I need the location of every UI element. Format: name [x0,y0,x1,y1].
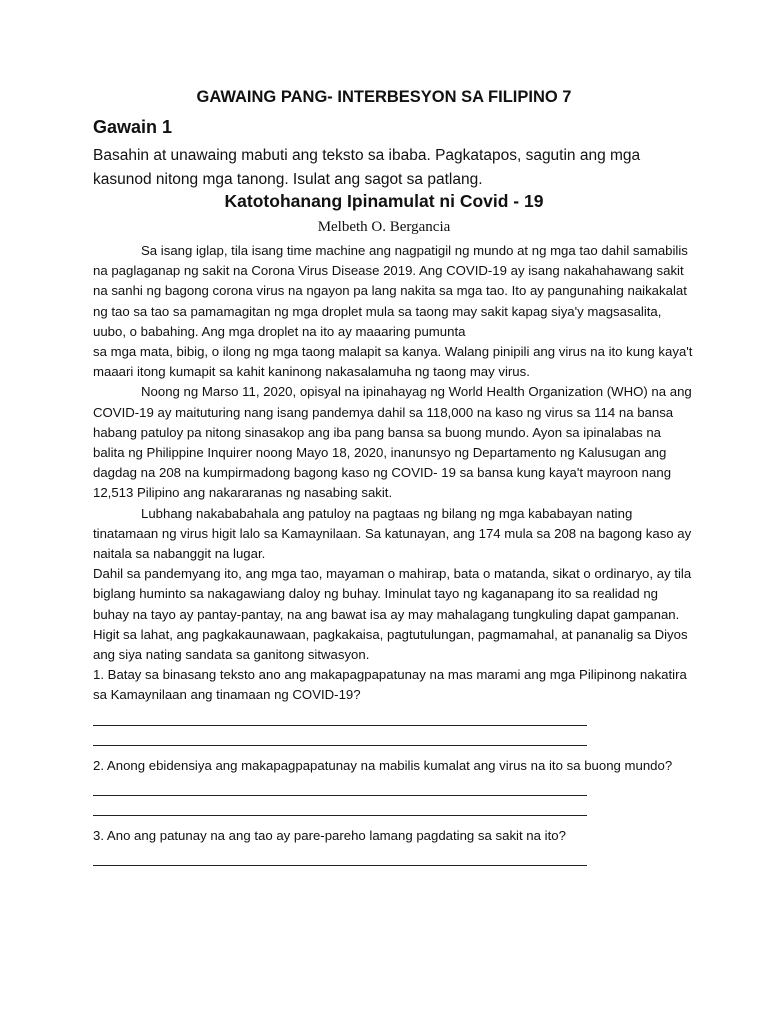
question-2: 2. Anong ebidensiya ang makapagpapatunay na mabilis kumalat ang virus na ito sa buong mundo? [93,757,673,773]
article-body [93,241,693,866]
paragraph: Noong ng Marso 11, 2020, opisyal na ipinahayag ng World Health Organization (WHO) na ang COVID-19 ay maituturing nang isang pandemya dahil sa 118,000 na kaso ng virus sa 114 na bansa habang patuloy pa nitong sinasakop ang iba pang bansa sa buong mundo. Ayon sa ipinalabas na balita ng Philippine Inquirer noong Mayo 18, 2020, inanunsyo ng Departamento ng Kalusugan ang dagdag na 208 na kumpirmadong bagong kaso ng COVID- 19 sa bansa kung kaya't mayroon nang 12,513 Pilipino ang nakararanas ng nasabing sakit. [93,384,692,501]
paragraph: Dahil sa pandemyang ito, ang mga tao, mayaman o mahirap, bata o matanda, sikat o ordinaryo, ay tila biglang huminto sa nakagawiang daloy ng buhay. Iminulat tayo ng kaganapang ito sa realidad ng buhay na tayo ay pantay-pantay, na ang bawat isa ay may mahalagang tungkuling dapat gampanan. Higit sa lahat, ang pagkakaunawaan, pagkakaisa, pagtutulungan, pagmamahal, at pananalig sa Diyos ang siya nating sandata sa ganitong sitwasyon. [93,566,692,663]
question-3: 3. Ano ang patunay na ang tao ay pare-pareho lamang pagdating sa sakit na ito? [93,827,566,843]
answer-line[interactable] [93,796,587,816]
paragraph: sa mga mata, bibig, o ilong ng mga taong malapit sa kanya. Walang pinipili ang virus na ito kung kaya't maaari itong kumapit sa kahit kaninong nakasalamuha ng taong may virus. [93,344,693,380]
answer-line[interactable] [93,706,587,726]
question-1: 1. Batay sa binasang teksto ano ang makapagpapatunay na mas marami ang mga Pilipinong nakatira sa Kamaynilaan ang tinamaan ng COVID-19? [93,667,687,703]
worksheet-title: GAWAING PANG- INTERBESYON SA FILIPINO 7 [196,88,572,106]
article-title: Katotohanang Ipinamulat ni Covid - 19 [224,191,544,211]
activity-label: Gawain 1 [93,117,173,137]
paragraph: Sa isang iglap, tila isang time machine ang nagpatigil ng mundo at ng mga tao dahil samabilis na paglaganap ng sakit na Corona Virus Disease 2019. Ang COVID-19 ay isang nakahahawang sakit na sanhi ng bagong corona virus na ngayon pa lang nakita sa mga tao. Ito ay pangunahing naikakalat ng tao sa tao sa pamamagitan ng mga droplet mula sa taong may sakit kapag siya'y magsasalita, uubo, o babahing. Ang mga droplet na ito ay maaaring pumunta [93,243,688,339]
paragraph: Lubhang nakababahala ang patuloy na pagtaas ng bilang ng mga kababayan nating tinatamaan ng virus higit lalo sa Kamaynilaan. Sa katunayan, ang 174 mula sa 208 na bagong kaso ay naitala sa nabanggit na lugar. [93,505,692,562]
answer-line[interactable] [93,846,587,866]
answer-line[interactable] [93,726,587,746]
instructions-text: Basahin at unawaing mabuti ang teksto sa ibaba. Pagkatapos, sagutin ang mga kasunod nitong mga tanong. Isulat ang sagot sa patlang. [93,147,641,188]
answer-line[interactable] [93,776,587,796]
article-author: Melbeth O. Bergancia [317,219,451,235]
